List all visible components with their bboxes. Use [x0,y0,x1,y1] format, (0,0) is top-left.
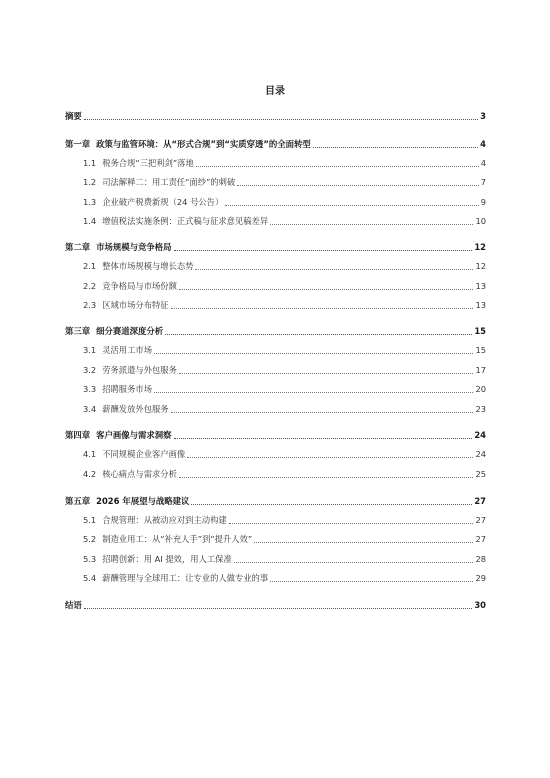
toc-page-number: 29 [475,573,486,583]
toc-leader-dots [179,373,474,374]
toc-leader-dots [174,438,473,439]
toc-section-number: 3.3 [83,384,97,394]
toc-leader-dots [171,308,474,309]
toc-leader-dots [270,581,473,582]
toc-section-number: 2.2 [83,281,97,291]
toc-leader-dots [187,457,473,458]
toc-leader-dots [195,269,473,270]
toc-entry-label: 薪酬发放外包服务 [102,404,169,414]
toc-leader-dots [254,542,473,543]
toc-entry-section[interactable] [83,260,486,273]
toc-section-number: 1.2 [83,177,97,187]
toc-entry-label: 制造业用工：从“补充人手”到“提升人效” [102,534,253,544]
toc-section-number: 1.1 [83,158,97,168]
toc-leader-dots [229,523,474,524]
toc-entry-label: 政策与监管环境：从“形式合规”到“实质穿透”的全面转型 [96,139,311,149]
toc-leader-dots [191,504,472,505]
toc-page-number: 27 [475,515,486,525]
toc-page-number: 10 [475,216,486,226]
toc-entry-label: 灵活用工市场 [102,345,152,355]
toc-entry-label: 整体市场规模与增长态势 [102,261,194,271]
toc-section-number: 5.2 [83,534,97,544]
toc-leader-dots [154,353,473,354]
toc-leader-dots [313,147,478,148]
toc-leader-dots [237,185,478,186]
toc-leader-dots [174,250,473,251]
toc-leader-dots [171,412,474,413]
toc-page-number: 12 [474,242,486,252]
toc-entry-label: 税务合规“三把利剑”落地 [102,158,194,168]
toc-page-number: 3 [480,111,486,121]
toc-chapter-number: 第五章 [65,496,91,506]
toc-entry-label: 区域市场分布特征 [102,300,169,310]
toc-page-number: 20 [475,384,486,394]
toc-entry-conclusion[interactable] [65,599,486,612]
toc-page-number: 24 [474,430,486,440]
toc-entry-section[interactable] [83,533,486,546]
toc-page-number: 15 [475,345,486,355]
toc-entry-label: 薪酬管理与全球用工：让专业的人做专业的事 [102,573,269,583]
toc-entry-section[interactable] [83,344,486,357]
toc-section-number: 5.4 [83,573,97,583]
toc-leader-dots [165,334,472,335]
toc-entry-section[interactable] [83,280,486,293]
toc-section-number: 1.4 [83,216,97,226]
toc-entry-section[interactable] [83,448,486,461]
toc-chapter-number: 第一章 [65,139,91,149]
toc-entry-section[interactable] [83,364,486,377]
toc-entry-label: 不同规模企业客户画像 [102,449,186,459]
toc-entry-label: 招聘创新：用 AI 提效，用人工保准 [102,554,232,564]
toc-section-number: 3.2 [83,365,97,375]
toc-entry-label: 劳务派遣与外包服务 [102,365,177,375]
toc-page-number: 13 [475,300,486,310]
toc-section-number: 5.1 [83,515,97,525]
toc-chapter-number: 第四章 [65,430,91,440]
toc-leader-dots [84,119,478,120]
toc-section-number: 4.1 [83,449,97,459]
toc-entry-chapter-1[interactable] [65,138,486,151]
toc-section-number: 4.2 [83,469,97,479]
toc-entry-section[interactable] [83,383,486,396]
toc-entry-label: 2026 年展望与战略建议 [96,496,190,506]
toc-entry-section[interactable] [83,572,486,585]
toc-entry-label: 结语 [65,600,82,610]
toc-entry-label: 增值税法实施条例：正式稿与征求意见稿差异 [102,216,269,226]
toc-chapter-number: 第二章 [65,242,91,252]
toc-entry-section[interactable] [83,176,486,189]
toc-entry-label: 合规管理：从被动应对到主动构建 [102,515,227,525]
toc-entry-section[interactable] [83,403,486,416]
toc-page-number: 9 [480,197,486,207]
toc-page-number: 28 [475,554,486,564]
toc-entry-section[interactable] [83,196,486,209]
toc-leader-dots [234,562,474,563]
toc-entry-section[interactable] [83,553,486,566]
toc-page-number: 13 [475,281,486,291]
toc-entry-section[interactable] [83,157,486,170]
toc-page-number: 27 [474,496,486,506]
toc-title: 目录 [265,86,285,97]
toc-entry-chapter-3[interactable] [65,325,486,338]
toc-entry-chapter-5[interactable] [65,495,486,508]
toc-page-number: 12 [475,261,486,271]
toc-entry-label: 客户画像与需求洞察 [96,430,172,440]
toc-entry-label: 市场规模与竞争格局 [96,242,172,252]
toc-page-number: 27 [475,534,486,544]
toc-page-number: 25 [475,469,486,479]
toc-page-number: 4 [480,139,486,149]
toc-section-number: 2.1 [83,261,97,271]
toc-leader-dots [84,608,473,609]
toc-section-number: 3.1 [83,345,97,355]
toc-entry-section[interactable] [83,468,486,481]
toc-page-number: 30 [474,600,486,610]
toc-entry-section[interactable] [83,215,486,228]
toc-entry-label: 司法解释二：用工责任“面纱”的刺破 [102,177,236,187]
toc-leader-dots [179,477,474,478]
toc-entry-label: 竞争格局与市场份额 [102,281,177,291]
toc-leader-dots [196,166,479,167]
toc-entry-label: 招聘服务市场 [102,384,152,394]
toc-page-number: 7 [480,177,486,187]
toc-chapter-number: 第三章 [65,326,91,336]
toc-entry-section[interactable] [83,514,486,527]
toc-entry-label: 核心痛点与需求分析 [102,469,177,479]
toc-section-number: 2.3 [83,300,97,310]
toc-leader-dots [179,289,474,290]
toc-page-number: 23 [475,404,486,414]
toc-page-number: 24 [475,449,486,459]
toc-section-number: 1.3 [83,197,97,207]
toc-leader-dots [154,392,473,393]
toc-entry-section[interactable] [83,299,486,312]
toc-entry-chapter-2[interactable] [65,241,486,254]
toc-page-number: 15 [474,326,486,336]
toc-entry-label: 细分赛道深度分析 [96,326,164,336]
toc-page-number: 4 [480,158,486,168]
toc-leader-dots [225,205,478,206]
toc-page-number: 17 [475,365,486,375]
toc-leader-dots [270,224,473,225]
toc-entry-abstract[interactable] [65,110,486,123]
toc-section-number: 3.4 [83,404,97,414]
toc-section-number: 5.3 [83,554,97,564]
toc-entry-label: 摘要 [65,111,82,121]
toc-entry-label: 企业破产税费新规（24 号公告） [102,197,224,207]
toc-entry-chapter-4[interactable] [65,429,486,442]
